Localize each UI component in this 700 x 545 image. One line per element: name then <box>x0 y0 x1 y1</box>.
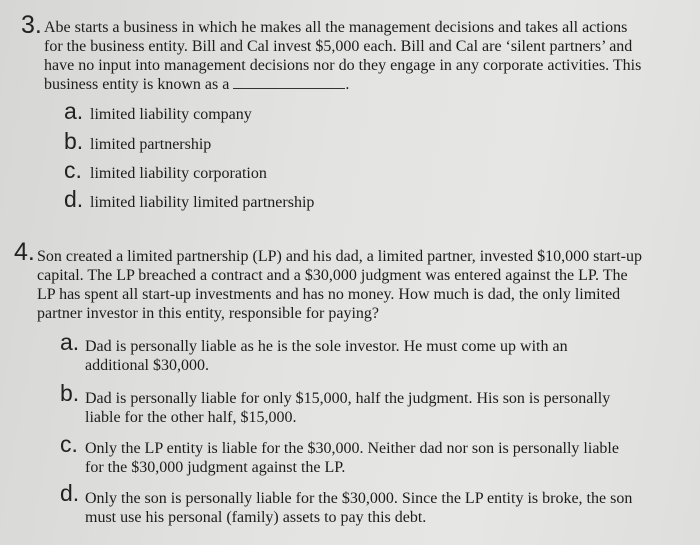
option-text: limited liability limited partnership <box>90 194 315 211</box>
option-text: limited liability corporation <box>90 165 267 182</box>
option-text: Only the son is personally liable for the $30,000. Since the LP entity is broke, the son must use his personal (family) assets to pay this debt. <box>85 490 633 526</box>
option-text: limited partnership <box>90 136 212 153</box>
option-letter: d. <box>64 186 84 212</box>
option-letter: d. <box>60 480 80 506</box>
option-letter: b. <box>60 380 80 406</box>
question-3-number: 3. <box>21 11 42 39</box>
option-letter: c. <box>64 157 82 183</box>
option-letter: a. <box>64 98 84 124</box>
question-4-text: Son created a limited partnership (LP) and his dad, a limited partner, invested $10,000 start-up capital. The LP breached a contract and a $30,000 judgment was entered against the LP. The LP has spent all start-up investments and has no money. How much is dad, the only limited partner investor in this entity, responsible for paying? <box>37 248 642 322</box>
question-3-end: . <box>345 76 350 93</box>
answer-blank <box>233 76 345 89</box>
option-text: Dad is personally liable as he is the sole investor. He must come up with an additional $30,000. <box>85 338 568 374</box>
question-3-stem: Abe starts a business in which he makes all the management decisions and takes all actions for the business entity. Bill and Cal invest $5,000 each. Bill and Cal are ‘silent partners’ and have no input into management decisions nor do they engage in any corporate activities. This business entity is known as a <box>44 19 642 93</box>
question-4-number: 4. <box>14 238 35 266</box>
option-text: Only the LP entity is liable for the $30,000. Neither dad nor son is personally liable for the $30,000 judgment against the LP. <box>85 440 619 476</box>
option-letter: a. <box>60 329 80 355</box>
question-3-text <box>44 18 644 94</box>
option-text: limited liability company <box>90 106 252 123</box>
option-letter: c. <box>60 431 78 457</box>
option-text: Dad is personally liable for only $15,000, half the judgment. His son is personally liable for the other half, $15,000. <box>85 390 611 426</box>
option-letter: b. <box>64 128 84 154</box>
